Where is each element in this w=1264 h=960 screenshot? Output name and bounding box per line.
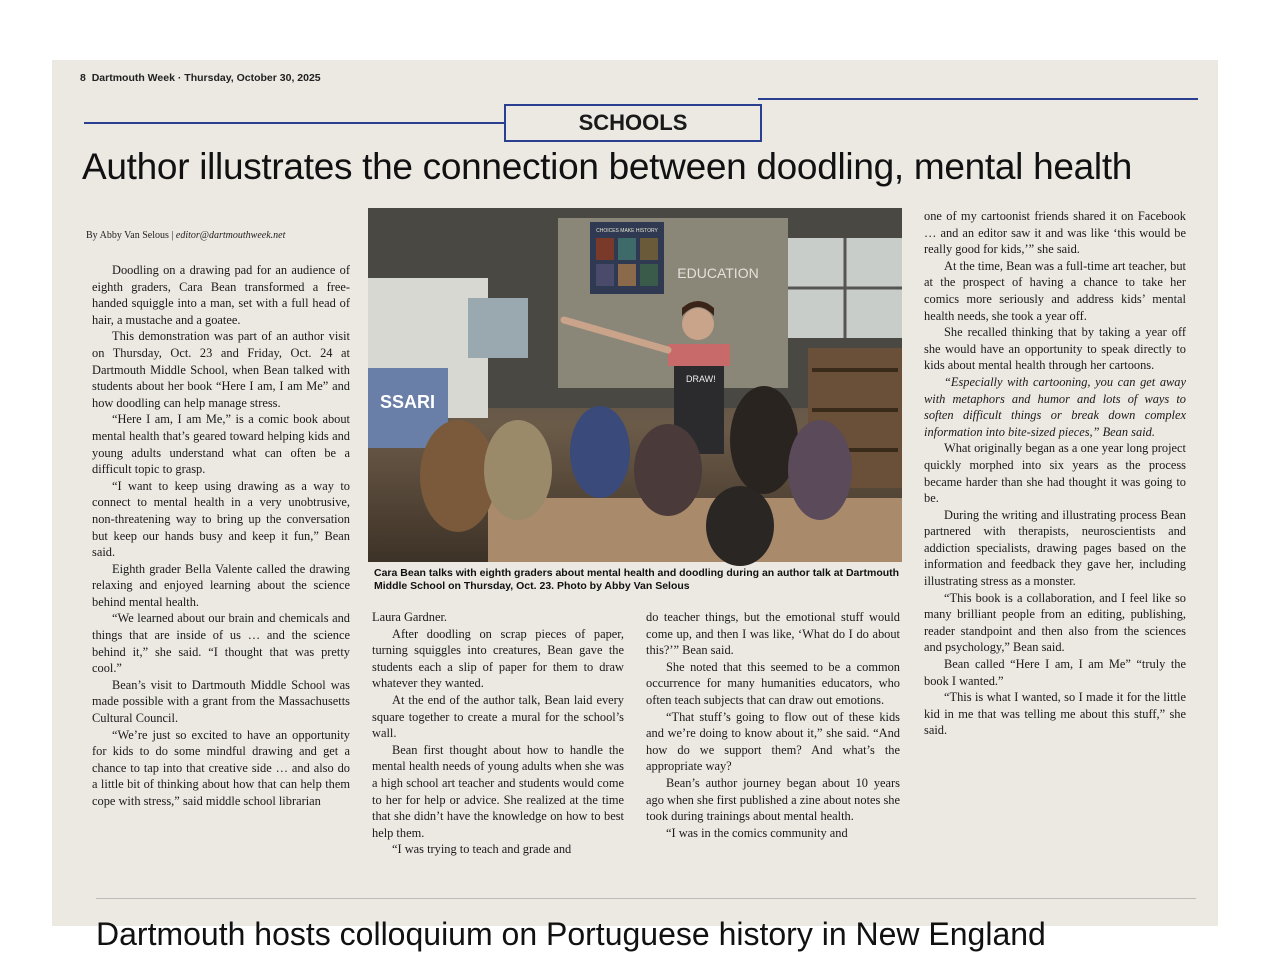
next-article-headline: Dartmouth hosts colloquium on Portuguese history in New England (96, 916, 1046, 952)
paragraph: “I want to keep using drawing as a way to connect to mental health in a very unobtrusive, non-threatening way to bring up the conversation but keep our hands busy and keep it fun,” Bean said. (92, 478, 350, 560)
article-photo (368, 208, 902, 562)
wall-sign-text: EDUCATION (677, 265, 759, 281)
paragraph: What originally began as a one year long project quickly morphed into six years as the process became harder than she had thought it was going to be. (924, 441, 1186, 506)
paragraph: She recalled thinking that by taking a year off she would have an opportunity to speak directly to kids about mental health through her cartoons. (924, 325, 1186, 373)
section-label: SCHOOLS (504, 104, 762, 142)
paragraph: Bean’s visit to Dartmouth Middle School was made possible with a grant from the Massachusetts Cultural Council. (92, 677, 350, 726)
paragraph: At the end of the author talk, Bean laid every square together to create a mural for the school’s wall. (372, 692, 624, 741)
classroom-photo-illustration (368, 208, 902, 562)
apron-text: DRAW! (686, 374, 716, 384)
paragraph: “Here I am, I am Me,” is a comic book about mental health that’s geared toward helping kids and young adults understand what can often be a difficult topic to grasp. (92, 412, 350, 477)
article-column-1 (92, 262, 350, 810)
poster-text: SSARI (380, 392, 436, 412)
paragraph: “This is what I wanted, so I made it for the little kid in me that was telling me about this stuff,” she said. (924, 690, 1186, 738)
photo-caption: Cara Bean talks with eighth graders about mental health and doodling during an author talk at Dartmouth Middle School on Thursday, Oct. 23. Photo by Abby Van Selous (374, 567, 900, 592)
paragraph: “We’re just so excited to have an opportunity for kids to do some mindful drawing and get a chance to tap into that creative side … and also do a little bit of thinking about how that can help them cope with stress,” said middle school librarian (92, 727, 350, 808)
paragraph: “I was in the comics community and (666, 825, 848, 840)
paragraph: “We learned about our brain and chemicals and things that are inside of us … and the science behind it,” she said. “I thought that was pretty cool.” (92, 611, 350, 676)
banner-text: CHOICES MAKE HISTORY (596, 228, 658, 234)
paragraph: Bean called “Here I am, I am Me” “truly the book I wanted.” (924, 657, 1186, 688)
byline-author: By Abby Van Selous | (86, 230, 174, 241)
paragraph: do teacher things, but the emotional stuff would come up, and then I was like, ‘What do I do about this?’” Bean said. (646, 610, 900, 658)
paragraph: “That stuff’s going to flow out of these kids and we’re doing to know about it,” she said. “And how do we support them? And what’s the appropriate way? (646, 709, 900, 774)
publication-name: Dartmouth Week (91, 72, 175, 84)
paragraph: one of my cartoonist friends shared it on Facebook … and an editor saw it and was like ‘this would be really good for kids,’” she said. (924, 209, 1186, 257)
article-column-3 (646, 609, 900, 841)
newspaper-page (52, 60, 1218, 952)
paragraph: Bean first thought about how to handle the mental health needs of young adults when she was a high school art teacher and students would come to her for help or advice. She realized at the time that she didn’t have the knowledge on how to best help them. (372, 742, 624, 840)
paragraph: “This book is a collaboration, and I feel like so many brilliant people from an editing, publishing, reader standpoint and then also from the sciences and psychology,” Bean said. (924, 590, 1186, 655)
paragraph: “Especially with cartooning, you can get away with metaphors and humor and lots of ways to soften difficult things or break down complex information into bite-sized pieces,” Bean said. (924, 374, 1186, 439)
publication-date: Thursday, October 30, 2025 (184, 72, 321, 84)
article-column-4 (924, 208, 1186, 739)
paragraph: This demonstration was part of an author visit on Thursday, Oct. 23 and Friday, Oct. 24 at Dartmouth Middle School, when Bean talked with students about her book “Here I am, I am Me” and how doodling can help manage stress. (92, 329, 350, 410)
byline (86, 230, 366, 241)
paragraph: At the time, Bean was a full-time art teacher, but at the prospect of having a chance to take her comics more seriously and address kids’ mental health needs, she took a year off. (924, 258, 1186, 323)
paragraph: “I was trying to teach and grade and (392, 842, 572, 857)
page-folio: 8 Dartmouth Week · Thursday, October 30, 2025 (80, 72, 321, 84)
section-rule-left (84, 122, 504, 124)
paragraph: Doodling on a drawing pad for an audience of eighth graders, Cara Bean transformed a free-handed squiggle into a man, set with a full head of hair, a mustache and a goatee. (92, 263, 350, 327)
paragraph: After doodling on scrap pieces of paper, turning squiggles into creatures, Bean gave the students each a slip of paper for them to draw whatever they wanted. (372, 626, 624, 691)
paragraph: Bean’s author journey began about 10 years ago when she first published a zine about notes she took during trainings about mental health. (646, 775, 900, 824)
paragraph: Eighth grader Bella Valente called the drawing relaxing and enjoyed learning about the science behind mental health. (92, 561, 350, 609)
section-rule-right (758, 98, 1198, 100)
article-column-2 (372, 609, 624, 858)
article-headline: Author illustrates the connection between doodling, mental health (82, 146, 1133, 187)
paragraph: She noted that this seemed to be a common occurrence for many humanities educators, who often teach subjects that can draw out emotions. (646, 659, 900, 707)
bottom-rule (96, 898, 1196, 899)
paragraph: Laura Gardner. (372, 610, 447, 624)
byline-email: editor@dartmouthweek.net (175, 230, 286, 241)
page-number: 8 (80, 72, 86, 84)
paragraph: During the writing and illustrating process Bean partnered with therapists, neuroscientists and addiction specialists, drawing pages based on the information and feedback they gave her, including illustrating stress as a monster. (924, 507, 1186, 589)
